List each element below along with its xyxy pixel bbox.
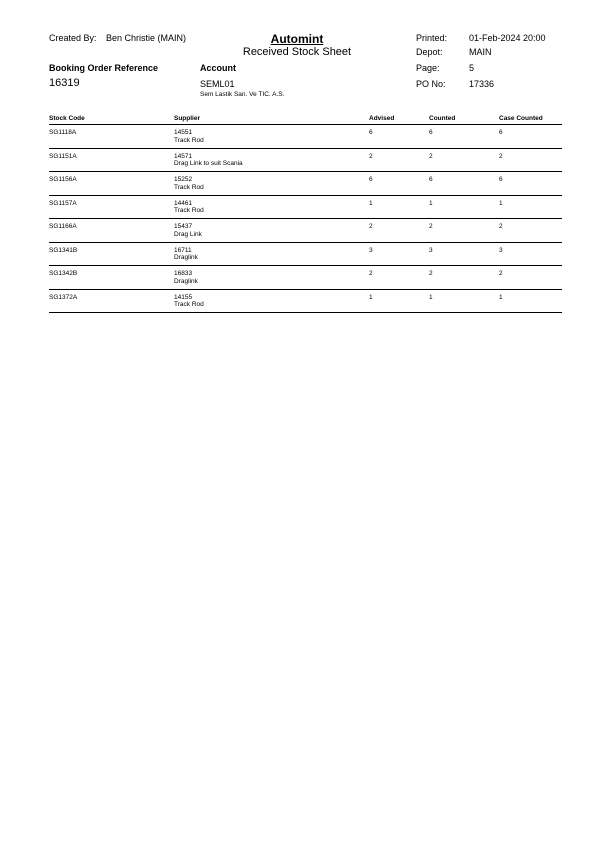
col-stock-code: Stock Code — [49, 115, 85, 122]
case-counted-qty: 1 — [499, 199, 503, 207]
item-description: Drag Link to suit Scania — [174, 160, 243, 167]
company-name: Automint — [270, 32, 324, 46]
account-name: Sem Lastik San. Ve TIC. A.S. — [200, 91, 285, 98]
supplier-code: 14155 — [174, 293, 193, 301]
case-counted-qty: 2 — [499, 223, 503, 230]
supplier-code: 15252 — [174, 176, 193, 183]
item-description: Drag Link — [174, 230, 202, 238]
col-advised: Advised — [369, 115, 395, 122]
account-code: SEML01 — [200, 79, 235, 89]
stock-code: SG1341B — [49, 246, 78, 254]
stock-code: SG1118A — [49, 129, 77, 136]
booking-ref-label: Booking Order Reference — [49, 63, 159, 73]
table-row — [49, 243, 562, 267]
case-counted-qty: 2 — [499, 152, 503, 160]
advised-qty: 2 — [369, 270, 373, 277]
col-counted: Counted — [429, 115, 456, 122]
stock-code: SG1342B — [49, 270, 78, 277]
account-label: Account — [200, 63, 236, 73]
counted-qty: 6 — [429, 176, 433, 183]
table-row — [49, 266, 562, 290]
case-counted-qty: 6 — [499, 176, 503, 183]
advised-qty: 1 — [369, 199, 373, 207]
supplier-code: 15437 — [174, 223, 193, 230]
stock-code: SG1156A — [49, 176, 77, 183]
counted-qty: 3 — [429, 246, 433, 254]
advised-qty: 3 — [369, 246, 373, 254]
page-number: 5 — [469, 63, 475, 73]
supplier-code: 16833 — [174, 270, 193, 277]
table-row — [49, 219, 562, 243]
booking-ref-value: 16319 — [49, 77, 80, 89]
created-by-value: Ben Christie (MAIN) — [106, 33, 187, 43]
case-counted-qty: 3 — [499, 246, 503, 254]
counted-qty: 2 — [429, 270, 433, 277]
stock-code: SG1157A — [49, 199, 77, 207]
depot-label: Depot: — [416, 47, 443, 57]
counted-qty: 2 — [429, 223, 433, 230]
table-row — [49, 196, 562, 220]
case-counted-qty: 2 — [499, 270, 503, 277]
table-row — [49, 125, 562, 149]
counted-qty: 1 — [429, 293, 433, 301]
printed-value: 01-Feb-2024 20:00 — [469, 33, 546, 43]
case-counted-qty: 6 — [499, 129, 503, 136]
supplier-code: 16711 — [174, 246, 192, 254]
col-supplier: Supplier — [174, 115, 201, 122]
table-row — [49, 149, 562, 173]
col-case-counted: Case Counted — [499, 115, 543, 122]
item-description: Draglink — [174, 277, 198, 285]
item-description: Track Rod — [174, 207, 204, 214]
printed-label: Printed: — [416, 33, 448, 43]
stock-code: SG1166A — [49, 223, 77, 230]
advised-qty: 6 — [369, 176, 373, 183]
page-label: Page: — [416, 63, 440, 73]
supplier-code: 14461 — [174, 199, 193, 207]
advised-qty: 6 — [369, 129, 373, 136]
item-description: Draglink — [174, 254, 198, 261]
created-by-label: Created By: — [49, 33, 97, 43]
counted-qty: 1 — [429, 199, 433, 207]
supplier-code: 14551 — [174, 129, 193, 136]
table-row — [49, 172, 562, 196]
item-description: Track Rod — [174, 136, 204, 144]
table-header — [49, 115, 562, 125]
depot-value: MAIN — [469, 47, 492, 57]
supplier-code: 14571 — [174, 152, 193, 160]
case-counted-qty: 1 — [499, 293, 503, 301]
item-description: Track Rod — [174, 183, 204, 191]
stock-code: SG1372A — [49, 293, 78, 301]
advised-qty: 1 — [369, 293, 373, 301]
stock-code: SG1151A — [49, 152, 77, 160]
advised-qty: 2 — [369, 223, 373, 230]
counted-qty: 6 — [429, 129, 433, 136]
advised-qty: 2 — [369, 152, 373, 160]
stock-table — [49, 115, 562, 313]
document-title: Received Stock Sheet — [242, 46, 352, 58]
counted-qty: 2 — [429, 152, 433, 160]
po-label: PO No: — [416, 79, 446, 89]
table-row — [49, 290, 562, 314]
po-number: 17336 — [469, 79, 495, 89]
item-description: Track Rod — [174, 301, 204, 308]
